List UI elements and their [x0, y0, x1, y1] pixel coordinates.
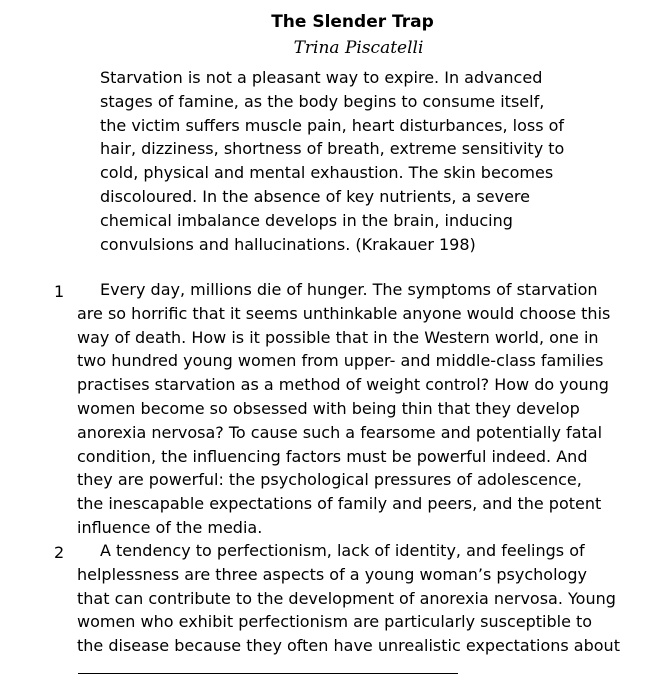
paragraph-line: that can contribute to the development of anorexia nervosa. Young [77, 588, 616, 608]
epigraph-line: discoloured. In the absence of key nutrients, a severe [100, 186, 530, 206]
epigraph-line: hair, dizziness, shortness of breath, extreme sensitivity to [100, 139, 565, 159]
epigraph-quote [100, 66, 580, 256]
paragraph-line: the inescapable expectations of family and peers, and the potent [77, 494, 602, 514]
paragraph-number: 2 [54, 543, 65, 562]
paragraph-line: they are powerful: the psychological pressures of adolescence, [77, 470, 582, 490]
paragraph-line: A tendency to perfectionism, lack of identity, and feelings of [100, 541, 585, 560]
paragraph-number: 1 [54, 282, 65, 301]
essay-title: The Slender Trap [271, 12, 434, 32]
paragraph-line: helplessness are three aspects of a young woman’s psychology [77, 564, 587, 584]
paragraph-line: the disease because they often have unrealistic expectations about [77, 636, 620, 656]
epigraph-line: cold, physical and mental exhaustion. The skin becomes [100, 163, 554, 183]
paragraph-line: practises starvation as a method of weight control? How do young [77, 375, 609, 395]
footnote-divider [78, 673, 458, 674]
essay-author: Trina Piscatelli [293, 38, 424, 58]
paragraph-line: anorexia nervosa? To cause such a fearsome and potentially fatal [77, 422, 603, 442]
paragraph-line: two hundred young women from upper- and middle-class families [77, 351, 604, 371]
paragraph-line: women become so obsessed with being thin that they develop [77, 398, 580, 418]
paragraph-1 [77, 280, 637, 542]
paragraph-line: way of death. How is it possible that in the Western world, one in [77, 327, 599, 347]
paragraph-line: influence of the media. [77, 517, 263, 537]
paragraph-line: are so horrific that it seems unthinkable anyone would choose this [77, 303, 611, 323]
epigraph-line: convulsions and hallucinations. (Krakauer 198) [100, 234, 476, 254]
paragraph-2 [77, 541, 637, 660]
epigraph-line: the victim suffers muscle pain, heart disturbances, loss of [100, 115, 565, 135]
paragraph-line: Every day, millions die of hunger. The symptoms of starvation [100, 280, 598, 299]
paragraph-line: condition, the influencing factors must be powerful indeed. And [77, 446, 588, 466]
paragraph-line: women who exhibit perfectionism are particularly susceptible to [77, 612, 593, 632]
epigraph-line: stages of famine, as the body begins to consume itself, [100, 91, 545, 111]
epigraph-line: Starvation is not a pleasant way to expire. In advanced [100, 68, 543, 87]
epigraph-line: chemical imbalance develops in the brain, inducing [100, 210, 513, 230]
